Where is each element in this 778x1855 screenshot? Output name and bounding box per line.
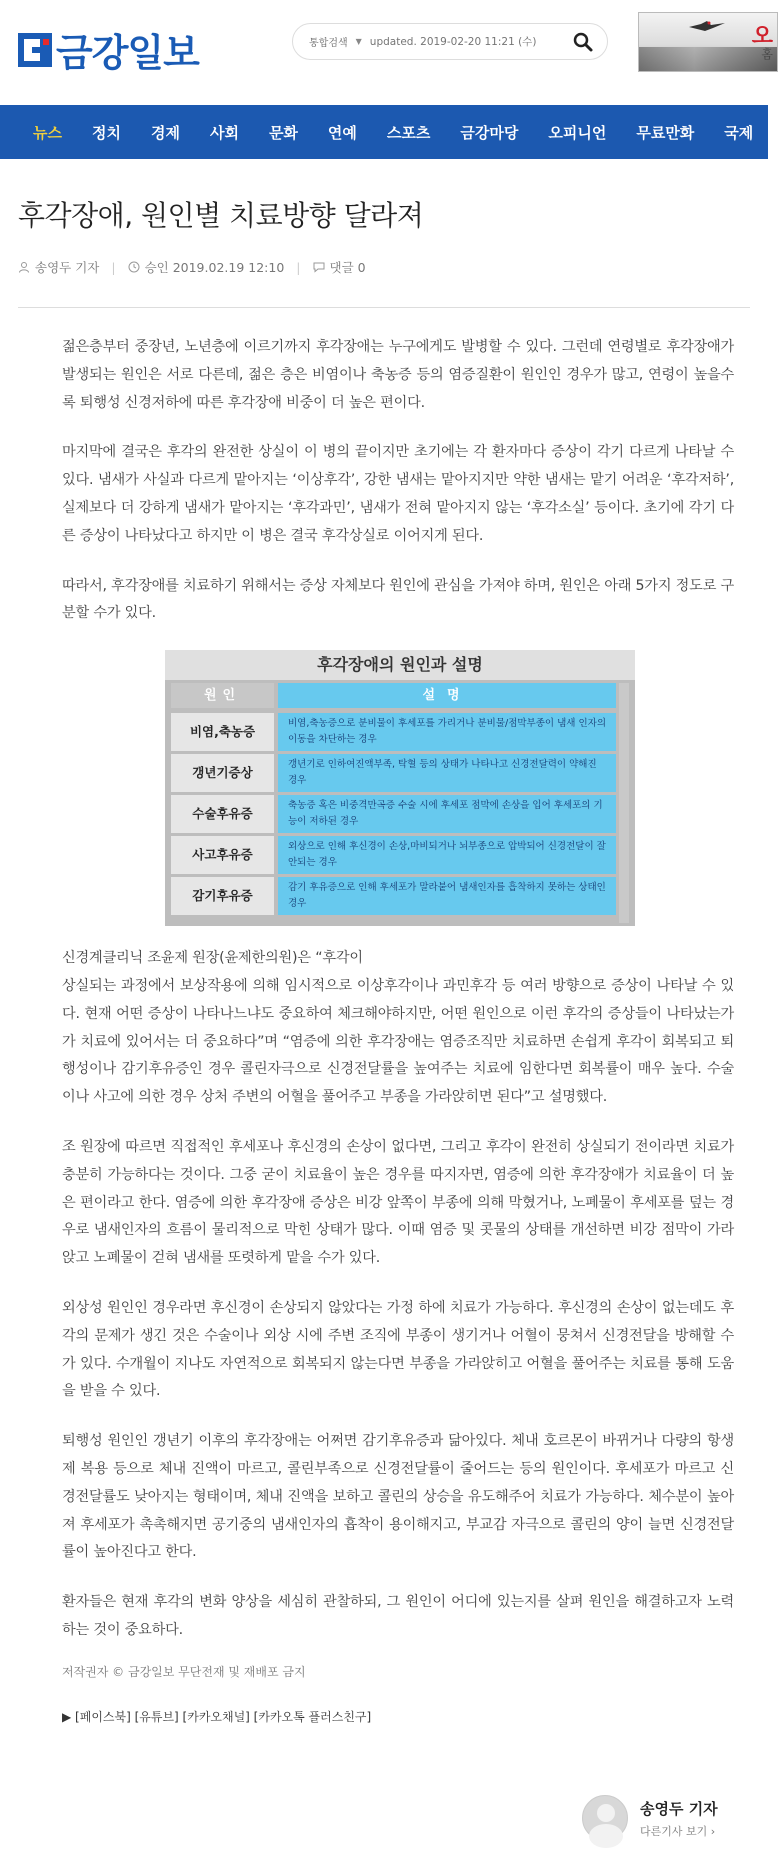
site-header	[0, 0, 773, 105]
meta-date	[128, 258, 285, 276]
clock-icon	[128, 261, 140, 273]
nav-item[interactable]: 뉴스	[33, 123, 62, 142]
figure-desc-cell: 비염,축농증으로 분비물이 후세포를 가리거나 분비물/점막부종이 냄새 인자의 이동을 차단하는 경우	[278, 713, 616, 751]
figure-cause-cell: 사고후유증	[171, 836, 274, 874]
search-scope-label: 통합검색	[309, 38, 348, 49]
main-nav	[0, 105, 768, 159]
article-body	[62, 334, 734, 1725]
divider	[18, 307, 750, 308]
meta-author[interactable]	[18, 258, 99, 276]
meta-comments[interactable]	[313, 258, 366, 276]
article-meta	[18, 258, 366, 276]
figure-desc-cell: 외상으로 인해 후신경이 손상,마비되거나 뇌부종으로 압박되어 신경전달이 잘 안되는 경우	[278, 836, 616, 874]
crane-icon	[687, 19, 727, 33]
figure-header-row	[165, 680, 635, 710]
figure-cause-cell: 감기후유증	[171, 877, 274, 915]
figure-row	[165, 751, 635, 792]
nav-item[interactable]: 문화	[268, 123, 298, 142]
nav-item[interactable]: 정치	[91, 123, 121, 142]
figure-grid	[165, 680, 635, 926]
article-paragraph: 신경계클리닉 조윤제 원장(윤제한의원)은 “후각이 상실되는 과정에서 보상작용에 의해 임시적으로 이상후각이나 과민후각 등 여러 방향으로 증상이 나타날 수 있다. 현재 어떤 증상이 나타나느냐도 중요하여 체크해야하지만, 어떤 원인으로 이런 후각의 증상들이 나타났는가가 치료에 있어서는 더 중요하다”며 “염증에 의한 후각장애는 염증조직만 치료하면 손쉽게 후각이 회복되고 퇴행성이나 감기후유증인 경우 콜린자극으로 신경전달률을 높여주는 치료에 임한다면 회복률이 매우 높다. 수술이나 사고에 의한 경우 상처 주변의 어혈을 풀어주고 부종을 가라앉히면 된다”고 설명했다.	[62, 950, 734, 1106]
search-icon[interactable]	[573, 32, 593, 52]
figure-desc-cell: 축농증 혹은 비중격만곡증 수술 시에 후세포 점막에 손상을 입어 후세포의 기능이 저하된 경우	[278, 795, 616, 833]
nav-item[interactable]: 오피니언	[548, 123, 607, 142]
chevron-right-icon: ›	[710, 1824, 716, 1838]
nav-item[interactable]: 연예	[327, 123, 357, 142]
search-input[interactable]	[370, 36, 570, 48]
article-paragraph: 환자들은 현재 후각의 변화 양상을 세심히 관찰하되, 그 원인이 어디에 있는지를 살펴 원인을 해결하고자 노력하는 것이 중요하다.	[62, 1594, 734, 1638]
meta-separator: |	[111, 259, 116, 275]
site-logo[interactable]	[18, 22, 199, 77]
search-scope-select[interactable]	[309, 34, 362, 49]
nav-item[interactable]: 무료만화	[636, 123, 695, 142]
copyright-notice: 저작권자 © 금강일보 무단전재 및 재배포 금지	[62, 1664, 306, 1679]
figure-row	[165, 710, 635, 751]
author-more-link[interactable]	[640, 1823, 718, 1839]
meta-comments-text: 댓글 0	[329, 260, 366, 275]
logo-text: 금강일보	[56, 31, 199, 75]
banner-char: 오	[751, 24, 773, 49]
article-paragraph: 외상성 원인인 경우라면 후신경이 손상되지 않았다는 가정 하에 치료가 가능하다. 후신경의 손상이 없는데도 후각의 문제가 생긴 것은 수술이나 외상 시에 주변 조직에 부종이 생기거나 어혈이 뭉쳐서 신경전달을 방해할 수가 있다. 수개월이 지나도 자연적으로 회복되지 않는다면 부종을 가라앉히고 어혈을 풀어주는 치료를 통해 도움을 받을 수 있다.	[62, 1299, 734, 1400]
article-title: 후각장애, 원인별 치료방향 달라져	[18, 199, 424, 232]
article-paragraph: 따라서, 후각장애를 치료하기 위해서는 증상 자체보다 원인에 관심을 가져야 하며, 원인은 아래 5가지 정도로 구분할 수가 있다.	[62, 577, 735, 622]
figure-row	[165, 833, 635, 874]
figure-col-desc: 설명	[278, 683, 616, 708]
nav-item[interactable]: 스포츠	[386, 123, 431, 142]
banner-brush-art	[639, 47, 777, 71]
figure-row	[165, 792, 635, 833]
figure-desc-cell: 갱년기로 인하여진액부족, 탁혈 등의 상태가 나타나고 신경전달력이 약해진 경우	[278, 754, 616, 792]
article-paragraph: 조 원장에 따르면 직접적인 후세포나 후신경의 손상이 없다면, 그리고 후각이 완전히 상실되기 전이라면 치료가 충분히 가능하다는 것이다. 그중 굳이 치료율이 높은 경우를 따지자면, 염증에 의한 후각장애가 치료율이 더 높은 편이라고 한다. 염증에 의한 후각장애 증상은 비강 앞쪽이 부종에 의해 막혔거나, 노폐물이 후세포를 덮는 경우로 냄새인자의 흐름이 물리적으로 막힌 상태가 많다. 이때 염증 및 콧물의 상태를 개선하면 비강 점막이 가라앉고 노폐물이 걷혀 냄새를 또렷하게 맡을 수가 있다.	[62, 1138, 734, 1267]
author-name: 송영두 기자	[640, 1799, 718, 1818]
logo-mark-icon	[18, 33, 52, 67]
nav-item[interactable]: 국제	[724, 123, 754, 142]
author-info	[640, 1798, 718, 1839]
user-icon	[18, 261, 30, 273]
sns-links[interactable]: ▶ [페이스북] [유튜브] [카카오채널] [카카오톡 플러스친구]	[62, 1709, 372, 1724]
article-paragraph: 마지막에 결국은 후각의 완전한 상실이 이 병의 끝이지만 초기에는 각 환자마다 증상이 각기 다르게 나타날 수 있다. 냄새가 사실과 다르게 맡아지는 ‘이상후각’, 강한 냄새는 맡아지지만 약한 냄새는 맡기 어려운 ‘후각저하’, 실제보다 더 강하게 냄새가 맡아지는 ‘후각과민’, 냄새가 전혀 맡아지지 않는 ‘후각소실’ 등이다. 초기에 각기 다른 증상이 나타났다고 하지만 이 병은 결국 후각상실로 이어지게 된다.	[62, 444, 734, 544]
nav-list	[0, 105, 768, 159]
figure-row	[165, 874, 635, 915]
figure-desc-cell: 감기 후유증으로 인해 후세포가 말라붙어 냄새인자를 흡착하지 못하는 상태인 경우	[278, 877, 616, 915]
banner-small-char: 홈	[761, 47, 773, 61]
article-paragraph: 젊은층부터 중장년, 노년층에 이르기까지 후각장애는 누구에게도 발병할 수 있다. 그런데 연령별로 후각장애가 발생되는 원인은 서로 다른데, 젊은 층은 비염이나 축농증 등의 염증질환이 원인인 경우가 많고, 연령이 높을수록 퇴행성 신경저하에 따른 후각장애 비중이 더 높은 편이다.	[62, 339, 734, 411]
figure-title: 후각장애의 원인과 설명	[165, 650, 635, 680]
avatar	[582, 1795, 628, 1841]
meta-author-name: 송영두 기자	[35, 260, 100, 275]
article-figure-table	[165, 650, 635, 926]
header-banner-ad[interactable]	[638, 12, 778, 72]
figure-cause-cell: 비염,축농증	[171, 713, 274, 751]
figure-col-cause: 원인	[171, 683, 274, 708]
nav-item[interactable]: 금강마당	[460, 123, 519, 142]
comment-icon	[313, 261, 325, 273]
article-paragraph: 퇴행성 원인인 갱년기 이후의 후각장애는 어쩌면 감기후유증과 닮아있다. 체내 호르몬이 바뀌거나 다량의 항생제 복용 등으로 체내 진액이 마르고, 콜린부족으로 신경전달률이 줄어드는 등의 원인이다. 후세포가 마르고 신경전달률도 낮아지는 형태이며, 체내 진액을 보하고 콜린의 상승을 유도해주어 치료가 가능하다. 체수분이 높아져 후세포가 촉촉해지면 공기중의 냄새인자의 흡착이 용이해지고, 부교감 자극으로 콜린의 양이 늘면 신경전달률이 높아진다고 한다.	[62, 1433, 734, 1561]
figure-cause-cell: 갱년기증상	[171, 754, 274, 792]
figure-cause-cell: 수술후유증	[171, 795, 274, 833]
meta-date-text: 승인 2019.02.19 12:10	[144, 260, 285, 275]
nav-item[interactable]: 경제	[150, 123, 180, 142]
chevron-down-icon: ▼	[355, 37, 362, 46]
search-box	[292, 23, 608, 60]
nav-item[interactable]: 사회	[209, 123, 239, 142]
meta-separator: |	[296, 259, 301, 275]
author-box	[582, 1795, 718, 1841]
author-more-label: 다른기사 보기	[640, 1824, 708, 1838]
